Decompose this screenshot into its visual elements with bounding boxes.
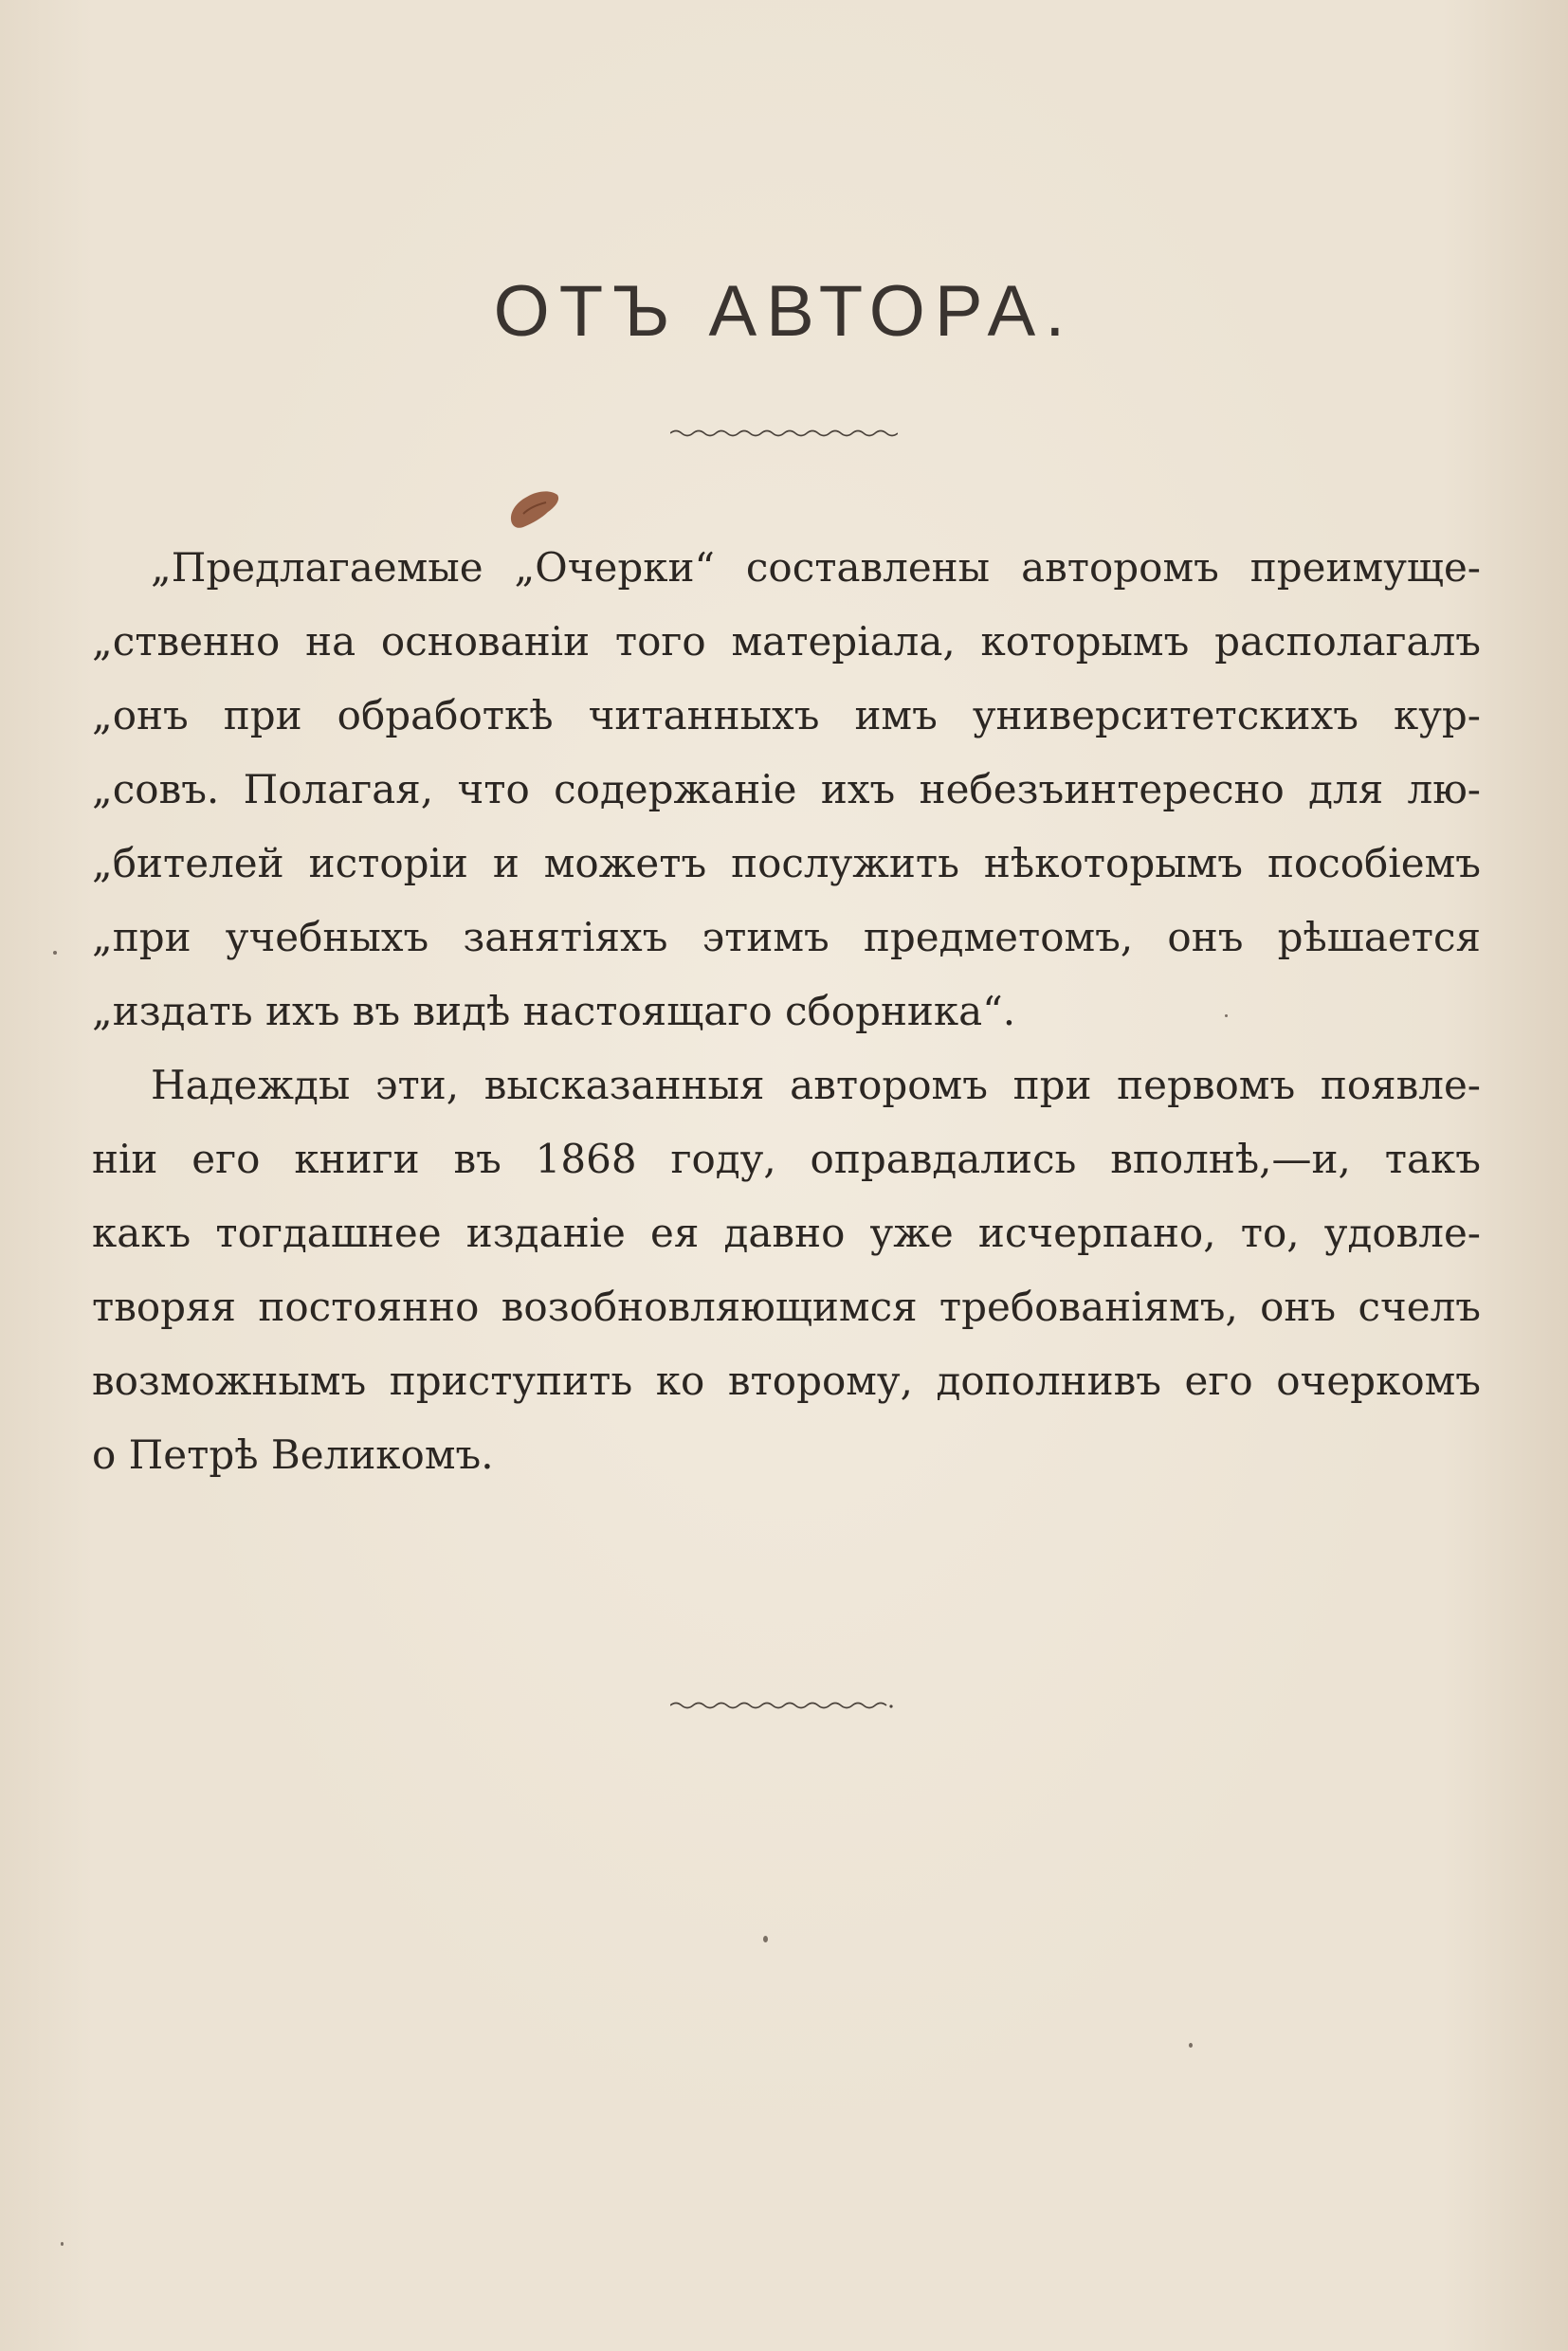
text-line: „издать ихъ въ видѣ настоящаго сборника“. (92, 988, 1016, 1034)
text-line: „при учебныхъ занятіяхъ этимъ предметомъ, онъ рѣшается (92, 914, 1481, 960)
paper-speck (61, 2242, 64, 2246)
text-line: Надежды эти, высказанныя авторомъ при первомъ появле- (151, 1062, 1481, 1108)
ink-stain-mark (504, 485, 563, 531)
text-line: „онъ при обработкѣ читанныхъ имъ университетскихъ кур- (92, 692, 1481, 738)
paragraph-1 (92, 531, 1481, 1048)
preface-text (92, 531, 1481, 1492)
paper-speck (763, 1936, 768, 1942)
text-line: возможнымъ приступить ко второму, дополнивъ его очеркомъ (92, 1358, 1481, 1404)
text-line: о Петрѣ Великомъ. (92, 1431, 494, 1478)
decorative-rule-bottom (670, 1699, 894, 1712)
text-line: „совъ. Полагая, что содержаніе ихъ небезъинтересно для лю- (92, 766, 1481, 812)
text-line: „бителей исторіи и можетъ послужить нѣкоторымъ пособіемъ (92, 840, 1481, 886)
paper-speck (1189, 2043, 1193, 2048)
decorative-rule-top (670, 427, 898, 440)
text-line: „Предлагаемые „Очерки“ составлены авторомъ преимуще- (151, 544, 1481, 591)
text-line: какъ тогдашнее изданіе ея давно уже исчерпано, то, удовле- (92, 1210, 1481, 1256)
page-heading: ОТЪ АВТОРА. (493, 271, 1075, 352)
paper-speck (1225, 1014, 1228, 1017)
paper-speck (53, 951, 57, 955)
text-line: творяя постоянно возобновляющимся требованіямъ, онъ счелъ (92, 1284, 1481, 1330)
text-line: „ственно на основаніи того матеріала, которымъ располагалъ (92, 618, 1481, 665)
text-line: ніи его книги въ 1868 году, оправдались вполнѣ,—и, такъ (92, 1136, 1481, 1182)
paragraph-2 (92, 1048, 1481, 1492)
